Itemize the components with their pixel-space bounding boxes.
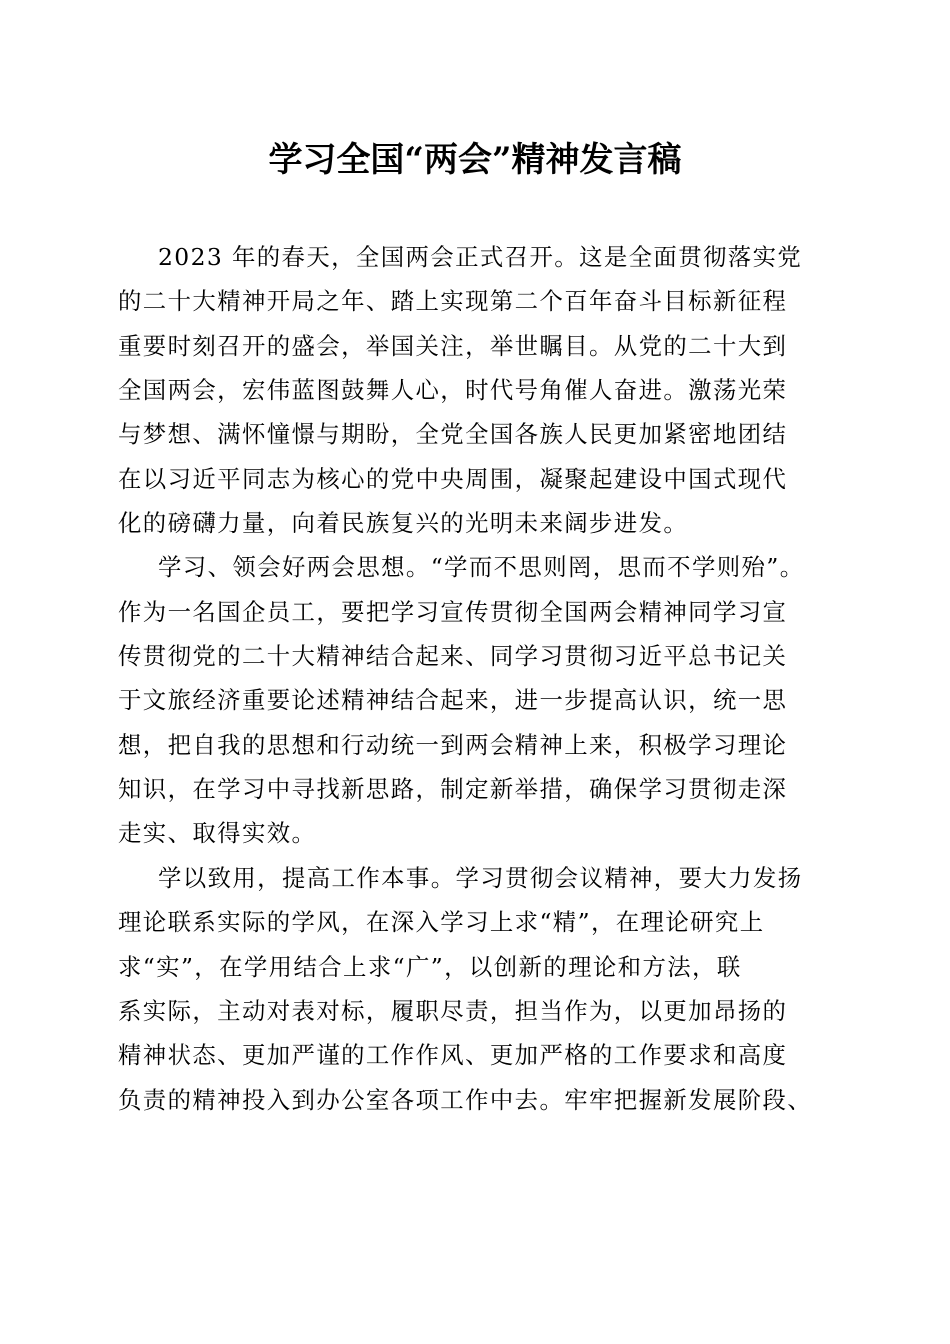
document-title: 学习全国“两会”精神发言稿 [268,140,682,180]
text-line: 全国两会，宏伟蓝图鼓舞人心，时代号角催人奋进。激荡光荣 [118,376,788,405]
text-line: 于文旅经济重要论述精神结合起来，进一步提高认识，统一思 [118,686,788,715]
text-line: 系实际，主动对表对标，履职尽责，担当作为，以更加昂扬的 [118,996,788,1025]
text-line: 知识，在学习中寻找新思路，制定新举措，确保学习贯彻走深 [118,775,788,804]
text-line: 的二十大精神开局之年、踏上实现第二个百年奋斗目标新征程 [118,287,788,316]
text-line: 化的磅礴力量，向着民族复兴的光明未来阔步进发。 [118,509,689,538]
text-line: 负责的精神投入到办公室各项工作中去。牢牢把握新发展阶段、 [118,1085,813,1114]
text-line: 求“实”，在学用结合上求“广”，以创新的理论和方法，联 [118,952,742,981]
text-line: 精神状态、更加严谨的工作作风、更加严格的工作要求和高度 [118,1041,788,1070]
text-line: 与梦想、满怀憧憬与期盼，全党全国各族人民更加紧密地团结 [118,420,788,449]
paragraph-3 [118,856,838,1122]
text-line: 作为一名国企员工，要把学习宣传贯彻全国两会精神同学习宣 [118,597,788,626]
text-line: 在以习近平同志为核心的党中央周围，凝聚起建设中国式现代 [118,464,788,493]
text-line: 重要时刻召开的盛会，举国关注，举世瞩目。从党的二十大到 [118,331,788,360]
text-line: 学以致用，提高工作本事。学习贯彻会议精神，要大力发扬 [158,863,803,892]
text-line: 理论联系实际的学风，在深入学习上求“精”，在理论研究上 [118,908,765,937]
text-line: 想，把自我的思想和行动统一到两会精神上来，积极学习理论 [118,730,788,759]
document-body [118,235,838,1122]
paragraph-2 [118,545,838,855]
paragraph-1 [118,235,838,545]
text-line: 走实、取得实效。 [118,819,317,848]
text-line: 2023 年的春天，全国两会正式召开。这是全面贯彻落实党 [158,243,803,271]
text-line: 传贯彻党的二十大精神结合起来、同学习贯彻习近平总书记关 [118,642,788,671]
text-line: 学习、领会好两会思想。“学而不思则罔，思而不学则殆”。 [158,553,805,582]
